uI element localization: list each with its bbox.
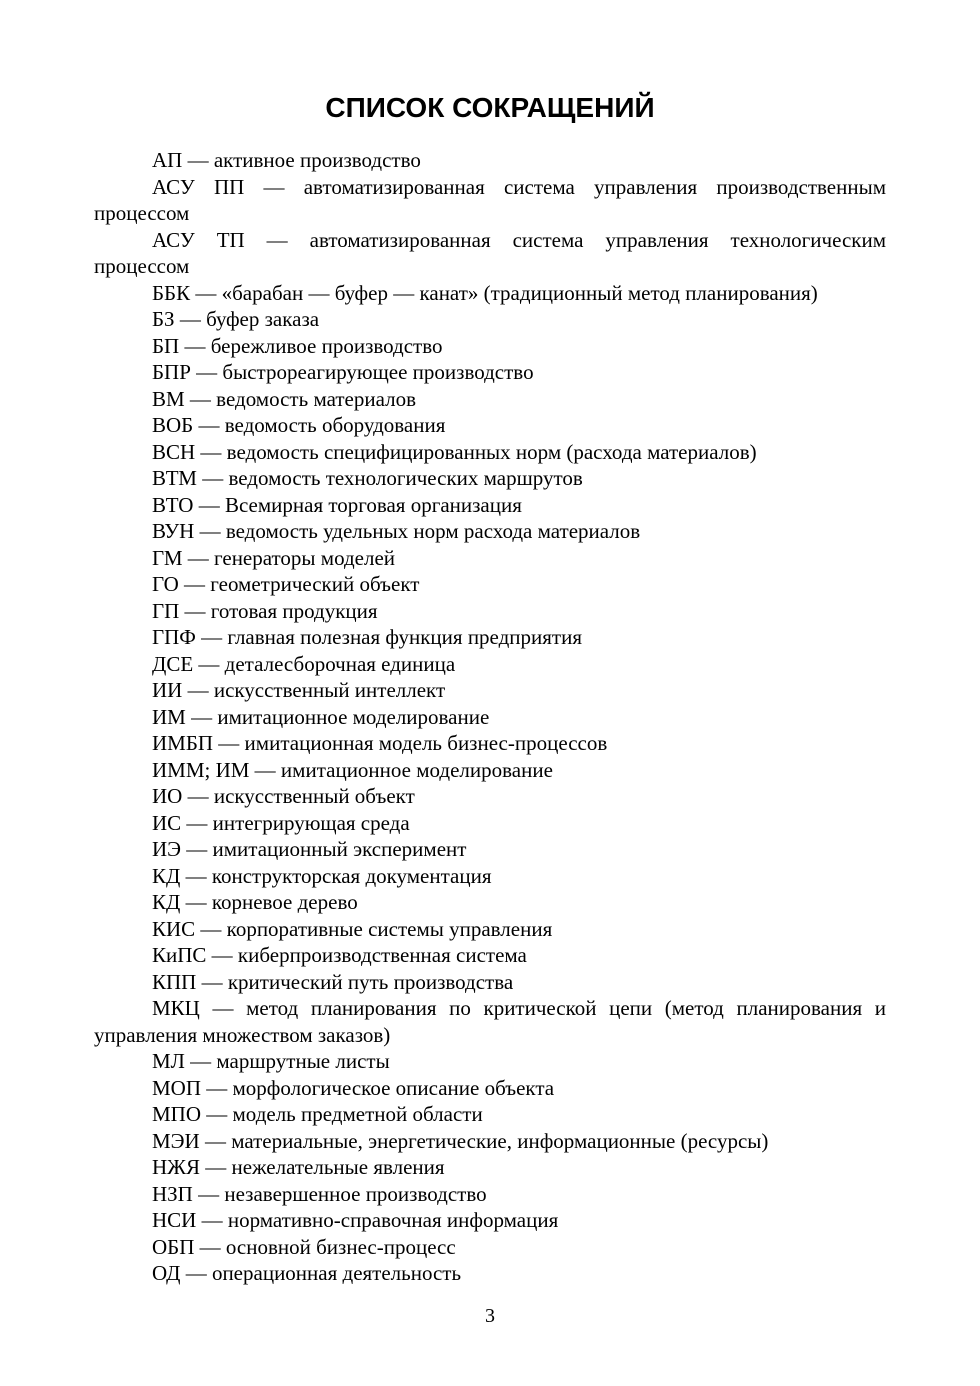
abbreviation-entry: БП — бережливое производство bbox=[152, 333, 443, 358]
abbreviation-entry: ВУН — ведомость удельных норм расхода материалов bbox=[152, 519, 641, 543]
abbreviation-entry: АСУ ТП — автоматизированная система управления технологическим процессом bbox=[94, 227, 886, 278]
abbreviation-entry: МКЦ — метод планирования по критической цепи (метод планирования и управления множеством заказов) bbox=[94, 996, 886, 1047]
abbreviation-entry: ГО — геометрический объект bbox=[152, 572, 420, 596]
abbreviation-entry: КД — корневое дерево bbox=[152, 890, 358, 914]
abbreviation-entry: КИС — корпоративные системы управления bbox=[152, 916, 553, 941]
abbreviation-entry: ИС — интегрирующая среда bbox=[152, 810, 410, 835]
abbreviation-entry: ИМБП — имитационная модель бизнес-процессов bbox=[152, 731, 608, 755]
abbreviation-entry: КПП — критический путь производства bbox=[152, 969, 514, 994]
abbreviation-entry: ГП — готовая продукция bbox=[152, 598, 378, 623]
abbreviation-entry: ИО — искусственный объект bbox=[152, 784, 415, 808]
abbreviation-entry: ОБП — основной бизнес-процесс bbox=[152, 1234, 456, 1259]
abbreviation-entry: НЖЯ — нежелательные явления bbox=[152, 1155, 445, 1179]
abbreviation-entry: ВТМ — ведомость технологических маршрутов bbox=[152, 466, 583, 490]
abbreviation-entry: НСИ — нормативно-справочная информация bbox=[152, 1208, 559, 1232]
abbreviation-entry: ИИ — искусственный интеллект bbox=[152, 678, 446, 702]
abbreviation-entry: ИЭ — имитационный эксперимент bbox=[152, 837, 467, 861]
abbreviation-entry: ГМ — генераторы моделей bbox=[152, 545, 396, 570]
abbreviation-entry: АСУ ПП — автоматизированная система управления производственным процессом bbox=[94, 174, 886, 225]
abbreviation-entry: КиПС — киберпроизводственная система bbox=[152, 943, 527, 967]
abbreviation-entry: МЭИ — материальные, энергетические, информационные (ресурсы) bbox=[152, 1128, 769, 1153]
abbreviation-entry: ВТО — Всемирная торговая организация bbox=[152, 492, 522, 517]
abbreviation-entry: МЛ — маршрутные листы bbox=[152, 1049, 390, 1073]
abbreviation-entry: КД — конструкторская документация bbox=[152, 863, 492, 888]
abbreviation-entry: ДСЕ — деталесборочная единица bbox=[152, 651, 456, 676]
abbreviation-entry: ВОБ — ведомость оборудования bbox=[152, 413, 446, 437]
abbreviation-entry: ИМ — имитационное моделирование bbox=[152, 704, 490, 729]
abbreviation-entry: БЗ — буфер заказа bbox=[152, 307, 320, 331]
abbreviation-entry: БПР — быстрореагирующее производство bbox=[152, 360, 534, 384]
page-number: 3 bbox=[485, 1305, 495, 1327]
abbreviation-entry: ГПФ — главная полезная функция предприятия bbox=[152, 625, 582, 649]
abbreviation-entry: МПО — модель предметной области bbox=[152, 1102, 483, 1126]
abbreviation-entry: ВМ — ведомость материалов bbox=[152, 386, 416, 411]
abbreviation-entry: НЗП — незавершенное производство bbox=[152, 1181, 487, 1206]
abbreviation-entry: ИММ; ИМ — имитационное моделирование bbox=[152, 757, 553, 782]
abbreviation-entry: АП — активное производство bbox=[152, 148, 421, 172]
abbreviation-entry: ВСН — ведомость специфицированных норм (расхода материалов) bbox=[152, 439, 757, 464]
abbreviation-list bbox=[94, 147, 886, 1287]
page-title: СПИСОК СОКРАЩЕНИЙ bbox=[325, 92, 655, 123]
abbreviation-entry: ОД — операционная деятельность bbox=[152, 1261, 462, 1285]
abbreviation-entry: ББК — «барабан — буфер — канат» (традиционный метод планирования) bbox=[152, 280, 818, 305]
abbreviation-entry: МОП — морфологическое описание объекта bbox=[152, 1075, 555, 1100]
